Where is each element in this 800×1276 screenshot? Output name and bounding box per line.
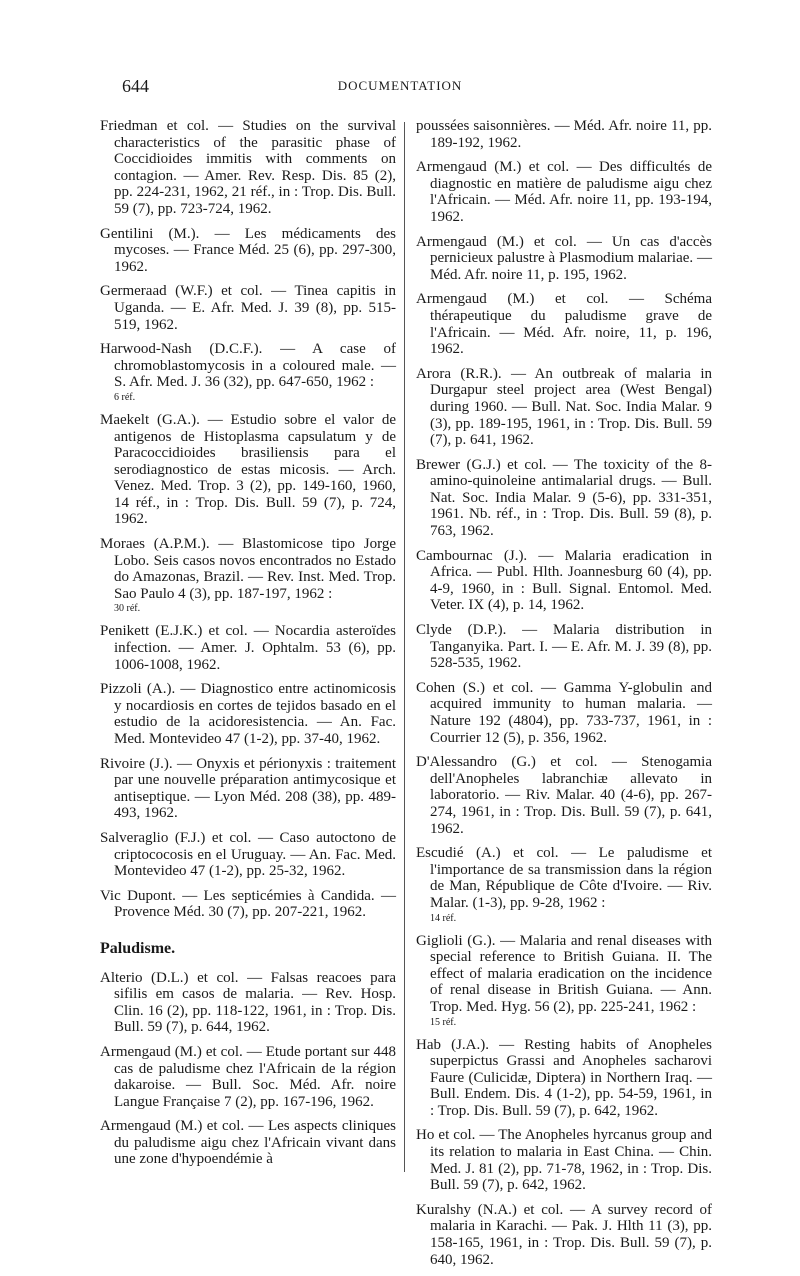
- page-number: 644: [122, 76, 149, 96]
- bibliography-entry: [100, 412, 396, 528]
- bibliography-entry: [100, 1044, 396, 1110]
- right-column: [416, 118, 712, 1276]
- entry-text: D'Alessandro (G.) et col. — Stenogamia dell'Anopheles labranchiæ allevato in laboratorio. — Riv. Malar. 40 (4-6), pp. 267-274, 1961, in : Trop. Dis. Bull. 59 (7), p. 641, 1962.: [416, 754, 712, 837]
- reference-count: 15 réf.: [430, 1016, 457, 1028]
- entry-text: Arora (R.R.). — An outbreak of malaria in Durgapur steel project area (West Bengal) during 1960. — Bull. Nat. Soc. India Malar. 9 (3), pp. 189-195, 1961, in : Trop. Dis. Bull. 59 (7), p. 641, 1962.: [416, 365, 712, 449]
- entry-text: Brewer (G.J.) et col. — The toxicity of the 8-amino-quinoleine antimalarial drugs. — Bull. Nat. Soc. India Malar. 9 (5-6), pp. 331-351, 1961. Nb. réf., in : Trop. Dis. Bull. 59 (8), p. 763, 1962.: [416, 456, 712, 540]
- entry-text: Pizzoli (A.). — Diagnostico entre actinomicosis y nocardiosis en cortes de tejidos basado en el estudio de la acidoresistencia. — An. Fac. Med. Montevideo 47 (1-2), pp. 37-40, 1962.: [100, 681, 396, 747]
- section-title: Paludisme.: [100, 939, 176, 957]
- bibliography-entry: [416, 754, 712, 837]
- entry-text: Hab (J.A.). — Resting habits of Anopheles superpictus Grassi and Anopheles sacharovi Faure (Culicidæ, Diptera) in Northern Iraq. — Bull. Endem. Dis. 4 (1-2), pp. 54-59, 1961, in : Trop. Dis. Bull. 59 (7), p. 642, 1962.: [416, 1036, 712, 1119]
- running-title: DOCUMENTATION: [337, 78, 463, 93]
- entry-text: Cambournac (J.). — Malaria eradication in Africa. — Publ. Hlth. Joannesburg 60 (4), pp. 4-9, 1960, in : Bull. Signal. Entomol. Med. Veter. IX (4), p. 14, 1962.: [416, 547, 712, 614]
- reference-count: 6 réf.: [114, 391, 136, 403]
- entry-text: Armengaud (M.) et col. — Les aspects cliniques du paludisme aigu chez l'Africain vivant dans une zone d'hypoendémie à: [100, 1118, 396, 1168]
- entry-text: Giglioli (G.). — Malaria and renal diseases with special reference to British Guiana. II. The effect of malaria eradication on the incidence of renal disease in British Guiana. — Ann. Trop. Med. Hyg. 56 (2), pp. 225-241, 1962 :: [416, 932, 712, 1015]
- entry-text: Penikett (E.J.K.) et col. — Nocardia asteroïdes infection. — Amer. J. Ophtalm. 53 (6), pp. 1006-1008, 1962.: [100, 623, 396, 673]
- bibliography-entry: [100, 756, 396, 822]
- entry-text: Harwood-Nash (D.C.F.). — A case of chromoblastomycosis in a coloured male. — S. Afr. Med. J. 36 (32), pp. 647-650, 1962 :: [100, 341, 396, 391]
- bibliography-entry: [416, 548, 712, 614]
- entry-text: Alterio (D.L.) et col. — Falsas reacoes para sifilis em casos de malaria. — Rev. Hosp. Clin. 16 (2), pp. 118-122, 1961, in : Trop. Dis. Bull. 59 (7), p. 644, 1962.: [100, 969, 396, 1036]
- entry-text: Vic Dupont. — Les septicémies à Candida. — Provence Méd. 30 (7), pp. 207-221, 1962.: [100, 887, 396, 921]
- entry-text: Armengaud (M.) et col. — Schéma thérapeutique du paludisme grave de l'Africain. — Méd. Afr. noire, 11, p. 196, 1962.: [416, 291, 712, 358]
- bibliography-entry: [416, 159, 712, 225]
- bibliography-entry: [416, 366, 712, 449]
- entry-text: Rivoire (J.). — Onyxis et périonyxis : traitement par une nouvelle préparation antimycosique et antiseptique. — Lyon Méd. 208 (38), pp. 489-493, 1962.: [100, 755, 396, 822]
- bibliography-entry: [100, 1118, 396, 1168]
- reference-count: 14 réf.: [430, 912, 457, 924]
- entry-text: Kuralshy (N.A.) et col. — A survey record of malaria in Karachi. — Pak. J. Hlth 11 (3), pp. 158-165, 1961, in : Trop. Dis. Bull. 59 (7), p. 640, 1962.: [416, 1201, 712, 1268]
- bibliography-entry: [416, 1037, 712, 1120]
- bibliography-entry: [416, 622, 712, 672]
- entry-text: Salveraglio (F.J.) et col. — Caso autoctono de criptococosis en el Uruguay. — An. Fac. Med. Montevideo 47 (1-2), pp. 25-32, 1962.: [100, 829, 396, 880]
- bibliography-entry: [100, 681, 396, 747]
- entry-text: Armengaud (M.) et col. — Etude portant sur 448 cas de paludisme chez l'Africain de la région dakaroise. — Bull. Soc. Méd. Afr. noire Langue Française 7 (2), pp. 167-196, 1962.: [100, 1043, 396, 1110]
- bibliography-entry: [416, 234, 712, 284]
- entry-text: Germeraad (W.F.) et col. — Tinea capitis in Uganda. — E. Afr. Med. J. 39 (8), pp. 515-519, 1962.: [100, 283, 396, 333]
- reference-count: 30 réf.: [114, 603, 141, 615]
- bibliography-entry: [416, 457, 712, 540]
- entry-text: poussées saisonnières. — Méd. Afr. noire 11, pp. 189-192, 1962.: [416, 118, 712, 151]
- entry-text: Friedman et col. — Studies on the survival characteristics of the parasitic phase of Coccidioides immitis with comments on contagion. — Amer. Rev. Resp. Dis. 85 (2), pp. 224-231, 1962, 21 réf., in : Trop. Dis. Bull. 59 (7), pp. 723-724, 1962.: [100, 118, 396, 217]
- bibliography-entry: [416, 1127, 712, 1193]
- bibliography-entry: [100, 888, 396, 921]
- column-divider: [404, 122, 405, 1172]
- entry-text: Escudié (A.) et col. — Le paludisme et l'importance de sa transmission dans la région de Man, République de Côte d'Ivoire. — Riv. Malar. (1-3), pp. 9-28, 1962 :: [416, 845, 712, 911]
- bibliography-entry: [100, 536, 396, 615]
- entry-text: Ho et col. — The Anopheles hyrcanus group and its relation to malaria in East China. — Chin. Med. J. 81 (2), pp. 71-78, 1962, in : Trop. Dis. Bull. 59 (7), p. 642, 1962.: [416, 1127, 712, 1194]
- entry-text: Armengaud (M.) et col. — Des difficultés de diagnostic en matière de paludisme aigu chez l'Africain. — Méd. Afr. noire 11, pp. 193-194, 1962.: [416, 159, 712, 225]
- bibliography-entry: [100, 623, 396, 673]
- left-column: [100, 118, 396, 1176]
- bibliography-entry: [100, 341, 396, 404]
- bibliography-entry: [416, 118, 712, 151]
- bibliography-entry: [416, 680, 712, 746]
- entry-text: Cohen (S.) et col. — Gamma Y-globulin and acquired immunity to human malaria. — Nature 192 (4804), pp. 733-737, 1961, in : Courrier 12 (5), p. 356, 1962.: [416, 679, 712, 746]
- bibliography-entry: [100, 118, 396, 218]
- bibliography-entry: [416, 845, 712, 924]
- bibliography-entry: [100, 970, 396, 1036]
- bibliography-entry: [100, 226, 396, 276]
- bibliography-entry: [416, 933, 712, 1029]
- bibliography-entry: [100, 830, 396, 880]
- entry-text: Maekelt (G.A.). — Estudio sobre el valor de antigenos de Histoplasma capsulatum y de Paracoccidioides brasiliensis para el serodiagnostico de estas micosis. — Arch. Venez. Med. Trop. 3 (2), pp. 149-160, 1960, 14 réf., in : Trop. Dis. Bull. 59 (7), p. 724, 1962.: [100, 411, 396, 528]
- entry-text: Armengaud (M.) et col. — Un cas d'accès pernicieux palustre à Plasmodium malariae. — Méd. Afr. noire 11, p. 195, 1962.: [416, 233, 712, 283]
- bibliography-entry: [100, 283, 396, 333]
- bibliography-entry: [416, 1202, 712, 1268]
- entry-text: Gentilini (M.). — Les médicaments des mycoses. — France Méd. 25 (6), pp. 297-300, 1962.: [100, 225, 396, 275]
- entry-text: Clyde (D.P.). — Malaria distribution in Tanganyika. Part. I. — E. Afr. M. J. 39 (8), pp. 528-535, 1962.: [416, 622, 712, 672]
- entry-text: Moraes (A.P.M.). — Blastomicose tipo Jorge Lobo. Seis casos novos encontrados no Estado do Amazonas, Brazil. — Rev. Inst. Med. Trop. Sao Paulo 4 (3), pp. 187-197, 1962 :: [100, 536, 396, 602]
- bibliography-entry: [416, 291, 712, 357]
